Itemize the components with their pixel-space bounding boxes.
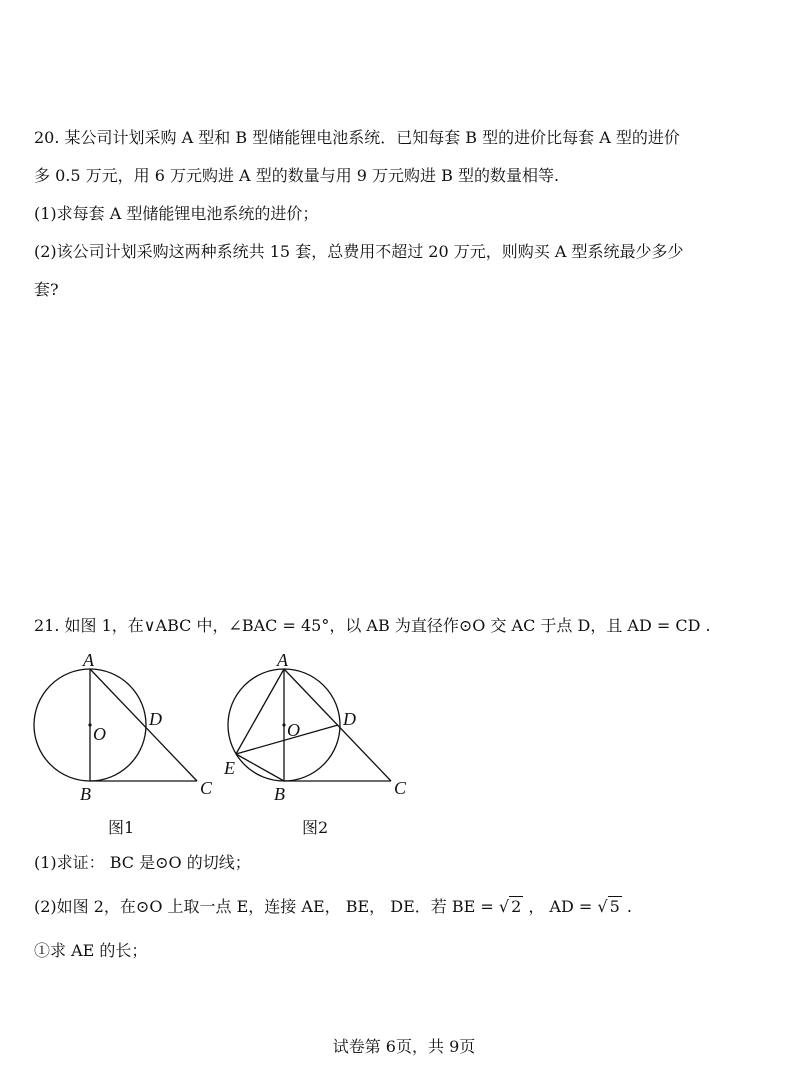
segment-be (236, 754, 284, 781)
q20-part-2: (2)该公司计划采购这两种系统共 15 套，总费用不超过 20 万元，则购买 A 型系统最少多少 (34, 242, 684, 261)
segment-ac (90, 669, 197, 781)
radicand-5: 5 (609, 897, 620, 916)
q21-part-2 (34, 897, 632, 917)
figure-1-caption: 图1 (108, 818, 135, 837)
figure-2 (222, 648, 422, 808)
label-c: C (200, 778, 213, 798)
label-a: A (277, 650, 288, 670)
page-footer: 试卷第 6页，共 9页 (332, 1037, 476, 1056)
segment-ae (236, 669, 284, 754)
q21-part-2-mid: ， AD = (528, 897, 593, 916)
q20-line-2: 多 0.5 万元，用 6 万元购进 A 型的数量与用 9 万元购进 B 型的数量相等. (34, 166, 560, 185)
label-o: O (287, 720, 300, 740)
q21-part-2-end: . (626, 897, 632, 916)
sqrt-5: √ 5 (597, 897, 620, 916)
q21-part-1: (1)求证： BC 是⊙O 的切线； (34, 853, 251, 872)
q21-line-1: 21. 如图 1，在∨ABC 中，∠BAC = 45°，以 AB 为直径作⊙O 交 AC 于点 D，且 AD = CD . (34, 616, 711, 635)
center-point (88, 723, 91, 726)
label-b: B (274, 784, 285, 804)
label-d: D (149, 709, 162, 729)
figure-2-caption: 图2 (302, 818, 329, 837)
sqrt-2: √ 2 (498, 897, 522, 916)
q20-line-1: 20. 某公司计划采购 A 型和 B 型储能锂电池系统．已知每套 B 型的进价比每套 A 型的进价 (34, 128, 680, 147)
figure-1 (30, 648, 230, 808)
q21-sub-1: ①求 AE 的长； (34, 941, 148, 960)
label-o: O (93, 724, 106, 744)
label-b: B (80, 784, 91, 804)
center-point (282, 723, 285, 726)
label-c: C (394, 778, 407, 798)
radicand-2: 2 (511, 897, 522, 916)
q20-part-2-cont: 套? (34, 280, 59, 299)
label-e: E (224, 758, 235, 778)
q21-part-2-prefix: (2)如图 2，在⊙O 上取一点 E，连接 AE， BE， DE．若 BE = (34, 897, 494, 916)
q20-part-1: (1)求每套 A 型储能锂电池系统的进价； (34, 204, 319, 223)
label-a: A (83, 650, 94, 670)
label-d: D (343, 709, 356, 729)
